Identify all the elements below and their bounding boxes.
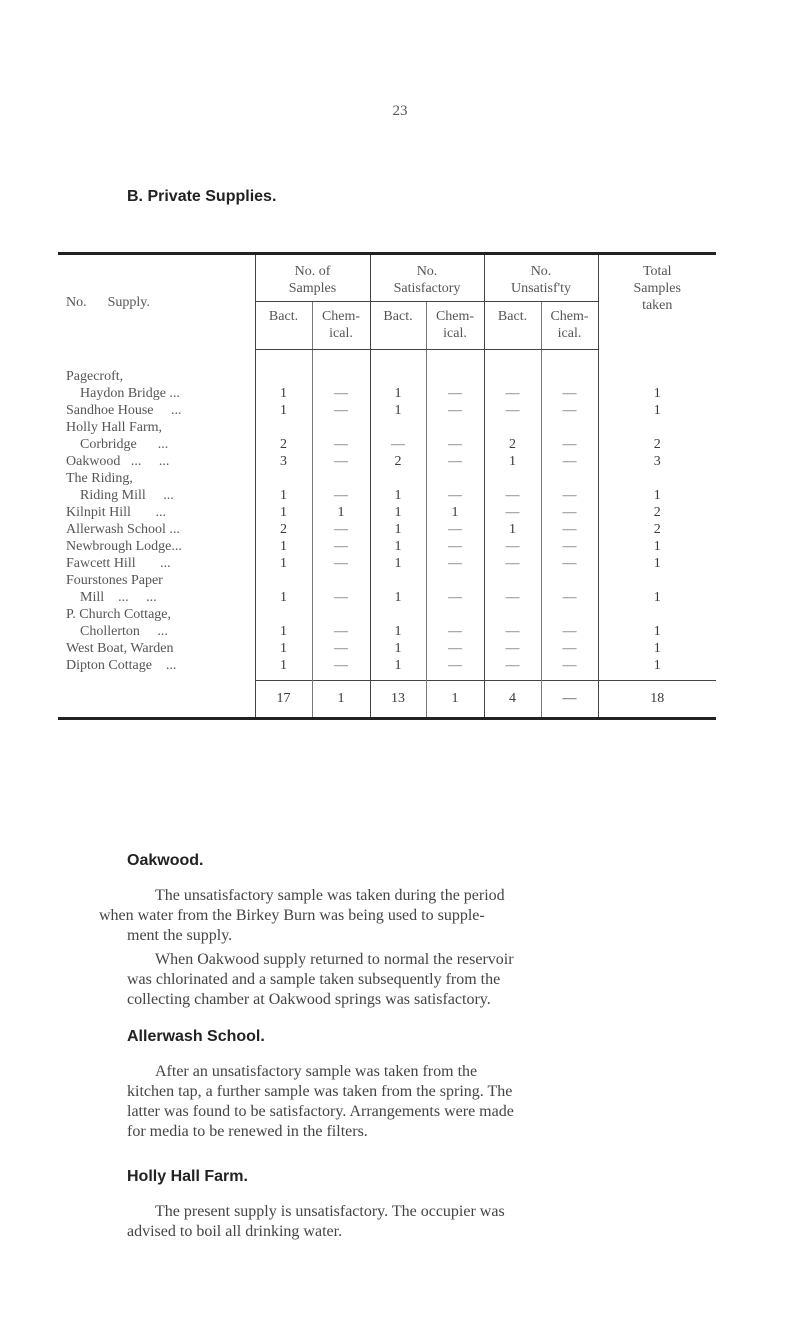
value-cell: 1 bbox=[370, 350, 426, 402]
value-cell: — bbox=[541, 521, 598, 538]
supply-name: Newbrough Lodge... bbox=[66, 538, 182, 554]
value-cell: 1 bbox=[255, 640, 312, 657]
value-cell: 2 bbox=[598, 419, 716, 453]
chem-header: Chem- ical. bbox=[426, 302, 484, 350]
satisfactory-header: No. Satisfactory bbox=[370, 254, 484, 302]
value-cell: — bbox=[426, 470, 484, 504]
supply-name: Fawcett Hill ... bbox=[66, 555, 171, 571]
chem-header: Chem- ical. bbox=[541, 302, 598, 350]
supply-name: Sandhoe House ... bbox=[66, 402, 182, 418]
value-cell: — bbox=[541, 453, 598, 470]
value-cell: — bbox=[484, 350, 541, 402]
value-cell: 1 bbox=[255, 538, 312, 555]
value-cell: 1 bbox=[370, 606, 426, 640]
supply-name: Kilnpit Hill ... bbox=[66, 504, 166, 520]
total-cell: 18 bbox=[598, 680, 716, 718]
supply-name: West Boat, Warden bbox=[66, 640, 174, 656]
value-cell: — bbox=[426, 640, 484, 657]
supply-name: Dipton Cottage ... bbox=[66, 657, 177, 673]
value-cell: — bbox=[541, 555, 598, 572]
value-cell: 3 bbox=[598, 453, 716, 470]
value-cell: 2 bbox=[255, 419, 312, 453]
value-cell: 1 bbox=[598, 402, 716, 419]
value-cell: 2 bbox=[484, 419, 541, 453]
value-cell: 1 bbox=[255, 402, 312, 419]
value-cell: — bbox=[541, 572, 598, 606]
supply-name: Holly Hall Farm, Corbridge ... bbox=[66, 419, 169, 452]
total-cell: 4 bbox=[484, 680, 541, 718]
value-cell: — bbox=[312, 521, 370, 538]
table-body bbox=[58, 350, 716, 681]
value-cell: 1 bbox=[370, 504, 426, 521]
value-cell: 1 bbox=[255, 470, 312, 504]
value-cell: — bbox=[541, 606, 598, 640]
value-cell: 1 bbox=[598, 640, 716, 657]
value-cell: — bbox=[484, 640, 541, 657]
value-cell: — bbox=[426, 521, 484, 538]
value-cell: — bbox=[484, 572, 541, 606]
value-cell: — bbox=[426, 606, 484, 640]
value-cell: 1 bbox=[370, 555, 426, 572]
value-cell: 1 bbox=[598, 470, 716, 504]
value-cell: 2 bbox=[370, 453, 426, 470]
table-row bbox=[58, 538, 716, 555]
value-cell: — bbox=[484, 504, 541, 521]
value-cell: 1 bbox=[255, 657, 312, 681]
table-row bbox=[58, 350, 716, 402]
table-row bbox=[58, 470, 716, 504]
value-cell: — bbox=[312, 640, 370, 657]
table-row bbox=[58, 572, 716, 606]
bact-header: Bact. bbox=[255, 302, 312, 350]
value-cell: 1 bbox=[370, 657, 426, 681]
value-cell: — bbox=[426, 402, 484, 419]
value-cell: 2 bbox=[598, 504, 716, 521]
unsatisfactory-header: No. Unsatisf'ty bbox=[484, 254, 598, 302]
value-cell: — bbox=[541, 504, 598, 521]
table-row bbox=[58, 402, 716, 419]
bact-header: Bact. bbox=[484, 302, 541, 350]
oakwood-paragraph-1: The unsatisfactory sample was taken during the period when water from the Birkey Burn was being used to supple- ment the supply. bbox=[99, 887, 505, 944]
value-cell: 2 bbox=[598, 521, 716, 538]
value-cell: — bbox=[312, 538, 370, 555]
value-cell: 1 bbox=[484, 453, 541, 470]
supply-name: P. Church Cottage, Chollerton ... bbox=[66, 606, 171, 639]
value-cell: — bbox=[312, 402, 370, 419]
value-cell: — bbox=[541, 538, 598, 555]
value-cell: — bbox=[541, 657, 598, 681]
value-cell: — bbox=[541, 350, 598, 402]
holly-hall-heading: Holly Hall Farm. bbox=[127, 1168, 248, 1185]
value-cell: 1 bbox=[598, 657, 716, 681]
value-cell: — bbox=[484, 606, 541, 640]
value-cell: — bbox=[426, 657, 484, 681]
value-cell: — bbox=[484, 538, 541, 555]
value-cell: — bbox=[541, 419, 598, 453]
totals-row bbox=[58, 680, 716, 718]
samples-header: No. of Samples bbox=[255, 254, 370, 302]
total-cell: 1 bbox=[426, 680, 484, 718]
value-cell: 1 bbox=[426, 504, 484, 521]
value-cell: 1 bbox=[598, 606, 716, 640]
oakwood-heading: Oakwood. bbox=[127, 852, 204, 869]
table-row bbox=[58, 640, 716, 657]
value-cell: — bbox=[484, 470, 541, 504]
value-cell: 1 bbox=[484, 521, 541, 538]
holly-hall-paragraph: The present supply is unsatisfactory. The occupier was advised to boil all drinking water. bbox=[127, 1203, 505, 1240]
total-cell: — bbox=[541, 680, 598, 718]
value-cell: — bbox=[484, 657, 541, 681]
supply-name: Oakwood ... ... bbox=[66, 453, 170, 469]
private-supplies-table bbox=[58, 252, 716, 720]
value-cell: — bbox=[426, 419, 484, 453]
value-cell: — bbox=[541, 402, 598, 419]
value-cell: — bbox=[312, 419, 370, 453]
value-cell: — bbox=[312, 350, 370, 402]
allerwash-paragraph: After an unsatisfactory sample was taken from the kitchen tap, a further sample was taken from the spring. The latter was found to be satisfactory. Arrangements were made for media to be renewed in the filters. bbox=[127, 1063, 514, 1140]
value-cell: 2 bbox=[255, 521, 312, 538]
value-cell: — bbox=[312, 470, 370, 504]
oakwood-paragraph-2: When Oakwood supply returned to normal the reservoir was chlorinated and a sample taken subsequently from the collecting chamber at Oakwood springs was satisfactory. bbox=[127, 951, 514, 1008]
value-cell: 1 bbox=[255, 606, 312, 640]
total-cell: 1 bbox=[312, 680, 370, 718]
supply-name: Pagecroft, Haydon Bridge ... bbox=[66, 368, 180, 401]
value-cell: 1 bbox=[598, 538, 716, 555]
table-row bbox=[58, 521, 716, 538]
value-cell: — bbox=[426, 538, 484, 555]
value-cell: 1 bbox=[370, 402, 426, 419]
value-cell: — bbox=[484, 402, 541, 419]
value-cell: 1 bbox=[598, 572, 716, 606]
value-cell: — bbox=[484, 555, 541, 572]
table-row bbox=[58, 606, 716, 640]
value-cell: 1 bbox=[598, 555, 716, 572]
value-cell: — bbox=[312, 572, 370, 606]
total-cell: 13 bbox=[370, 680, 426, 718]
allerwash-heading: Allerwash School. bbox=[127, 1028, 265, 1045]
value-cell: — bbox=[426, 572, 484, 606]
value-cell: 1 bbox=[370, 538, 426, 555]
chem-header: Chem- ical. bbox=[312, 302, 370, 350]
value-cell: 3 bbox=[255, 453, 312, 470]
value-cell: — bbox=[312, 453, 370, 470]
value-cell: — bbox=[312, 606, 370, 640]
value-cell: 1 bbox=[255, 555, 312, 572]
value-cell: 1 bbox=[370, 640, 426, 657]
value-cell: — bbox=[541, 470, 598, 504]
table-row bbox=[58, 453, 716, 470]
supply-name: The Riding, Riding Mill ... bbox=[66, 470, 174, 503]
value-cell: 1 bbox=[370, 572, 426, 606]
supply-name: Fourstones Paper Mill ... ... bbox=[66, 572, 163, 605]
supply-name: Allerwash School ... bbox=[66, 521, 180, 537]
value-cell: — bbox=[426, 555, 484, 572]
total-cell: 17 bbox=[255, 680, 312, 718]
table-row bbox=[58, 657, 716, 681]
table-row bbox=[58, 419, 716, 453]
value-cell: 1 bbox=[255, 350, 312, 402]
value-cell: 1 bbox=[370, 470, 426, 504]
value-cell: 1 bbox=[598, 350, 716, 402]
supply-header: No. Supply. bbox=[66, 294, 150, 310]
table-row bbox=[58, 555, 716, 572]
value-cell: — bbox=[312, 555, 370, 572]
value-cell: 1 bbox=[255, 504, 312, 521]
value-cell: 1 bbox=[370, 521, 426, 538]
value-cell: — bbox=[370, 419, 426, 453]
table-row bbox=[58, 504, 716, 521]
bact-header: Bact. bbox=[370, 302, 426, 350]
page-number: 23 bbox=[392, 103, 408, 119]
value-cell: — bbox=[426, 453, 484, 470]
value-cell: — bbox=[541, 640, 598, 657]
total-header: Total Samples taken bbox=[598, 254, 716, 350]
value-cell: — bbox=[426, 350, 484, 402]
value-cell: — bbox=[312, 657, 370, 681]
value-cell: 1 bbox=[312, 504, 370, 521]
section-title: B. Private Supplies. bbox=[127, 188, 277, 205]
value-cell: 1 bbox=[255, 572, 312, 606]
